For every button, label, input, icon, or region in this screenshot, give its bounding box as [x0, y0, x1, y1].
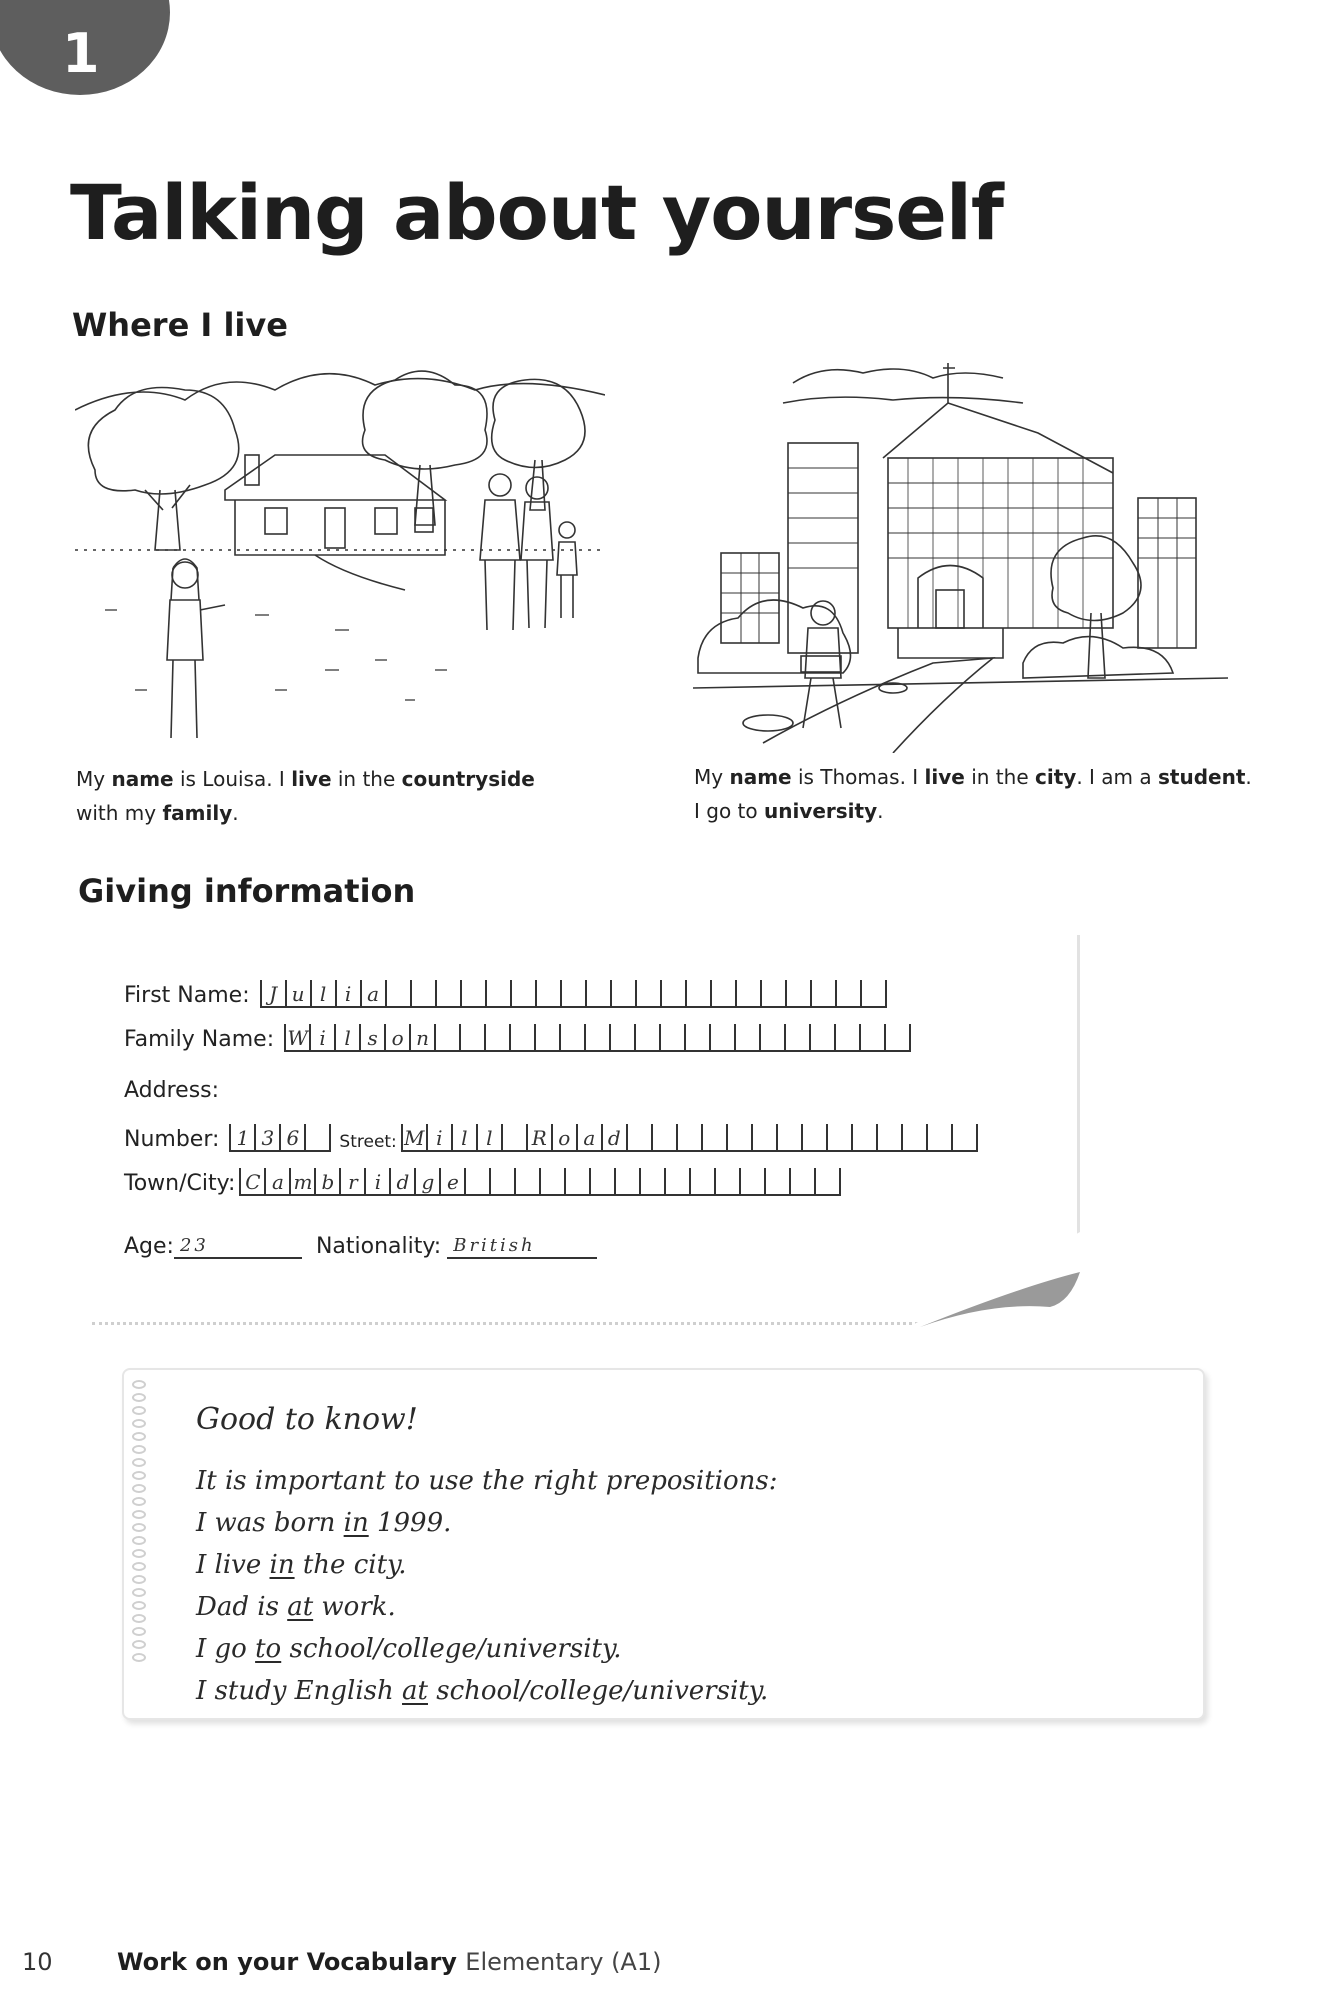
caption-text: in the	[964, 765, 1035, 789]
handwritten-char: o	[558, 1126, 571, 1150]
handwritten-char: g	[421, 1170, 435, 1194]
note-text: the city.	[294, 1550, 407, 1580]
spiral-ring-icon	[132, 1406, 146, 1415]
handwritten-char: i	[319, 1026, 326, 1050]
spiral-ring-icon	[132, 1653, 146, 1662]
char-box[interactable]	[836, 1024, 861, 1052]
char-box[interactable]	[878, 1124, 903, 1152]
spiral-ring-icon	[132, 1562, 146, 1571]
book-title-line	[117, 1948, 661, 1976]
countryside-illustration	[75, 360, 605, 755]
handwritten-char: 6	[286, 1126, 300, 1150]
char-box[interactable]	[562, 980, 587, 1008]
char-box[interactable]	[231, 1124, 256, 1152]
handwritten-char: R	[531, 1126, 547, 1150]
char-box[interactable]	[703, 1124, 728, 1152]
char-box[interactable]	[537, 980, 562, 1008]
char-box[interactable]	[411, 1024, 436, 1052]
handwritten-char: W	[287, 1026, 308, 1050]
char-box[interactable]	[862, 980, 887, 1008]
handwritten-char: u	[291, 982, 305, 1006]
handwritten-char: o	[391, 1026, 404, 1050]
page-curl-icon	[900, 1232, 1080, 1332]
char-box[interactable]	[512, 980, 537, 1008]
street-label: Street:	[339, 1132, 397, 1152]
preposition: in	[269, 1550, 295, 1580]
char-box[interactable]	[728, 1124, 753, 1152]
char-box[interactable]	[691, 1168, 716, 1196]
university-building-icon	[883, 363, 1113, 658]
char-box[interactable]	[712, 980, 737, 1008]
age-label: Age:	[124, 1234, 174, 1259]
note-text: Dad is	[196, 1592, 288, 1622]
preposition: at	[287, 1592, 314, 1622]
family-figures	[480, 474, 577, 630]
char-box[interactable]	[466, 1168, 491, 1196]
char-box[interactable]	[928, 1124, 953, 1152]
page-footer	[22, 1948, 662, 1976]
caption-keyword: live	[291, 767, 332, 791]
char-box[interactable]	[886, 1024, 911, 1052]
char-box[interactable]	[491, 1168, 516, 1196]
char-box[interactable]	[903, 1124, 928, 1152]
char-box[interactable]	[536, 1024, 561, 1052]
note-line-4	[196, 1634, 621, 1664]
family-name-row	[124, 1024, 911, 1052]
caption-text: in the	[331, 767, 402, 791]
spiral-ring-icon	[132, 1614, 146, 1623]
handwritten-char: C	[245, 1170, 261, 1194]
char-box[interactable]	[511, 1024, 536, 1052]
char-box[interactable]	[766, 1168, 791, 1196]
caption-text: . I am a	[1076, 765, 1158, 789]
caption-keyword: live	[924, 765, 965, 789]
char-box[interactable]	[953, 1124, 978, 1152]
handwritten-char: a	[367, 982, 380, 1006]
char-box[interactable]	[786, 1024, 811, 1052]
char-box[interactable]	[636, 1024, 661, 1052]
char-box[interactable]	[603, 1124, 628, 1152]
caption-keyword: university	[763, 799, 878, 823]
char-box[interactable]	[436, 1024, 461, 1052]
spiral-ring-icon	[132, 1536, 146, 1545]
caption-louisa-line1	[76, 762, 535, 796]
char-box[interactable]	[312, 980, 337, 1008]
char-box[interactable]	[591, 1168, 616, 1196]
char-box[interactable]	[616, 1168, 641, 1196]
char-box[interactable]	[662, 980, 687, 1008]
preposition: to	[255, 1634, 282, 1664]
char-box[interactable]	[803, 1124, 828, 1152]
char-box[interactable]	[306, 1124, 331, 1152]
note-line-3	[196, 1592, 396, 1622]
char-box[interactable]	[286, 1024, 311, 1052]
town-boxes[interactable]	[239, 1168, 841, 1196]
handwritten-char: b	[321, 1170, 335, 1194]
char-box[interactable]	[412, 980, 437, 1008]
thomas-figure	[801, 601, 841, 728]
char-box[interactable]	[528, 1124, 553, 1152]
spiral-ring-icon	[132, 1380, 146, 1389]
char-box[interactable]	[861, 1024, 886, 1052]
char-box[interactable]	[316, 1168, 341, 1196]
char-box[interactable]	[687, 980, 712, 1008]
char-box[interactable]	[241, 1168, 266, 1196]
char-box[interactable]	[761, 1024, 786, 1052]
note-text: school/college/university.	[281, 1634, 622, 1664]
handwritten-char: a	[271, 1170, 284, 1194]
nationality-label: Nationality:	[315, 1234, 442, 1259]
char-box[interactable]	[403, 1124, 428, 1152]
char-box[interactable]	[311, 1024, 336, 1052]
family-name-boxes[interactable]	[284, 1024, 911, 1052]
caption-text: My	[694, 765, 730, 789]
char-box[interactable]	[661, 1024, 686, 1052]
note-line-5	[196, 1676, 768, 1706]
section-heading-giving-information: Giving information	[78, 872, 416, 910]
char-box[interactable]	[686, 1024, 711, 1052]
caption-text: I go to	[694, 799, 764, 823]
char-box[interactable]	[791, 1168, 816, 1196]
house-icon	[225, 455, 445, 555]
char-box[interactable]	[461, 1024, 486, 1052]
spiral-ring-icon	[132, 1549, 146, 1558]
caption-text: My	[76, 767, 112, 791]
char-box[interactable]	[486, 1024, 511, 1052]
handwritten-char: 3	[261, 1126, 275, 1150]
handwritten-char: l	[461, 1126, 468, 1150]
char-box[interactable]	[741, 1168, 766, 1196]
spiral-ring-icon	[132, 1510, 146, 1519]
number-boxes[interactable]	[229, 1124, 331, 1152]
char-box[interactable]	[678, 1124, 703, 1152]
char-box[interactable]	[637, 980, 662, 1008]
preposition: at	[402, 1676, 428, 1706]
char-box[interactable]	[853, 1124, 878, 1152]
char-box[interactable]	[266, 1168, 291, 1196]
char-box[interactable]	[503, 1124, 528, 1152]
spiral-ring-icon	[132, 1458, 146, 1467]
char-box[interactable]	[262, 980, 287, 1008]
char-box[interactable]	[391, 1168, 416, 1196]
handwritten-char: m	[293, 1170, 313, 1194]
handwritten-char: l	[319, 982, 327, 1006]
street-boxes[interactable]	[401, 1124, 978, 1152]
char-box[interactable]	[337, 980, 362, 1008]
caption-keyword: student	[1158, 765, 1246, 789]
tree-icon	[363, 371, 586, 525]
section-heading-where-i-live: Where I live	[72, 306, 288, 344]
first-name-row	[124, 980, 887, 1008]
char-box[interactable]	[612, 980, 637, 1008]
char-box[interactable]	[578, 1124, 603, 1152]
spiral-ring-icon	[132, 1523, 146, 1532]
char-box[interactable]	[341, 1168, 366, 1196]
char-box[interactable]	[336, 1024, 361, 1052]
spiral-ring-icon	[132, 1484, 146, 1493]
tree-icon	[88, 388, 238, 551]
note-line-1	[196, 1508, 451, 1538]
char-box[interactable]	[828, 1124, 853, 1152]
char-box[interactable]	[753, 1124, 778, 1152]
note-text: I live	[196, 1550, 270, 1580]
handwritten-char: i	[436, 1126, 443, 1150]
char-box[interactable]	[737, 980, 762, 1008]
char-box[interactable]	[778, 1124, 803, 1152]
char-box[interactable]	[653, 1124, 678, 1152]
unit-number: 1	[62, 22, 100, 85]
caption-text: with my	[76, 801, 163, 825]
char-box[interactable]	[541, 1168, 566, 1196]
note-text: I go	[196, 1634, 256, 1664]
char-box[interactable]	[762, 980, 787, 1008]
char-box[interactable]	[386, 1024, 411, 1052]
caption-thomas-line1	[694, 760, 1252, 794]
first-name-boxes[interactable]	[260, 980, 887, 1008]
page-number: 10	[22, 1948, 53, 1976]
handwritten-char: d	[607, 1126, 621, 1150]
handwritten-char: i	[374, 1170, 382, 1194]
family-name-label: Family Name:	[124, 1027, 275, 1052]
note-text: work.	[313, 1592, 396, 1622]
good-to-know-note	[122, 1368, 1205, 1720]
caption-keyword: family	[162, 801, 233, 825]
spiral-ring-icon	[132, 1640, 146, 1649]
handwritten-char: a	[583, 1126, 596, 1150]
char-box[interactable]	[566, 1168, 591, 1196]
nationality-field[interactable]: British	[447, 1235, 597, 1259]
caption-text: .	[877, 799, 884, 823]
char-box[interactable]	[281, 1124, 306, 1152]
char-box[interactable]	[487, 980, 512, 1008]
age-nationality-row	[124, 1234, 597, 1259]
caption-text: .	[1245, 765, 1252, 789]
char-box[interactable]	[837, 980, 862, 1008]
spiral-ring-icon	[132, 1432, 146, 1441]
book-level: Elementary (A1)	[465, 1948, 662, 1976]
char-box[interactable]	[641, 1168, 666, 1196]
char-box[interactable]	[291, 1168, 316, 1196]
char-box[interactable]	[736, 1024, 761, 1052]
char-box[interactable]	[437, 980, 462, 1008]
age-field[interactable]: 23	[174, 1235, 302, 1259]
char-box[interactable]	[441, 1168, 466, 1196]
spiral-ring-icon	[132, 1575, 146, 1584]
spiral-ring-icon	[132, 1588, 146, 1597]
address-row	[124, 1078, 219, 1103]
caption-keyword: countryside	[401, 767, 535, 791]
char-box[interactable]	[816, 1168, 841, 1196]
handwritten-char: n	[416, 1026, 430, 1050]
number-label: Number:	[124, 1127, 220, 1152]
handwritten-char: l	[486, 1126, 493, 1150]
spiral-ring-icon	[132, 1445, 146, 1454]
spiral-ring-icon	[132, 1471, 146, 1480]
char-box[interactable]	[453, 1124, 478, 1152]
note-text: 1999.	[368, 1508, 452, 1538]
town-label: Town/City:	[124, 1171, 236, 1196]
handwritten-char: i	[344, 982, 352, 1006]
char-box[interactable]	[362, 980, 387, 1008]
handwritten-char: 1	[236, 1126, 250, 1150]
note-intro: It is important to use the right prepositions:	[196, 1466, 778, 1496]
handwritten-char: e	[447, 1170, 459, 1194]
char-box[interactable]	[666, 1168, 691, 1196]
caption-text: .	[232, 801, 239, 825]
handwritten-char: s	[367, 1026, 378, 1050]
number-street-row	[124, 1124, 978, 1152]
char-box[interactable]	[586, 1024, 611, 1052]
note-text: I study English	[196, 1676, 403, 1706]
book-title: Work on your Vocabulary	[117, 1948, 457, 1976]
spiral-ring-icon	[132, 1497, 146, 1506]
first-name-label: First Name:	[124, 983, 250, 1008]
char-box[interactable]	[462, 980, 487, 1008]
handwritten-char: r	[348, 1170, 358, 1194]
char-box[interactable]	[516, 1168, 541, 1196]
caption-thomas	[694, 760, 1252, 828]
char-box[interactable]	[787, 980, 812, 1008]
char-box[interactable]	[811, 1024, 836, 1052]
note-text: school/college/university.	[427, 1676, 769, 1706]
caption-text: is Thomas. I	[791, 765, 925, 789]
caption-louisa	[76, 762, 535, 830]
louisa-figure	[167, 559, 225, 738]
note-line-2	[196, 1550, 407, 1580]
caption-keyword: city	[1035, 765, 1077, 789]
char-box[interactable]	[611, 1024, 636, 1052]
handwritten-char: d	[396, 1170, 410, 1194]
char-box[interactable]	[716, 1168, 741, 1196]
caption-keyword: name	[729, 765, 792, 789]
caption-louisa-line2	[76, 796, 535, 830]
char-box[interactable]	[628, 1124, 653, 1152]
char-box[interactable]	[287, 980, 312, 1008]
city-illustration	[693, 358, 1228, 753]
handwritten-char: J	[269, 982, 278, 1006]
notebook-spiral	[132, 1380, 146, 1662]
preposition: in	[343, 1508, 369, 1538]
address-label: Address:	[124, 1078, 220, 1103]
char-box[interactable]	[553, 1124, 578, 1152]
char-box[interactable]	[587, 980, 612, 1008]
note-text: I was born	[196, 1508, 344, 1538]
handwritten-char: M	[404, 1126, 425, 1150]
caption-thomas-line2	[694, 794, 1252, 828]
char-box[interactable]	[256, 1124, 281, 1152]
char-box[interactable]	[478, 1124, 503, 1152]
char-box[interactable]	[711, 1024, 736, 1052]
spiral-ring-icon	[132, 1419, 146, 1428]
caption-text: is Louisa. I	[173, 767, 292, 791]
caption-keyword: name	[111, 767, 174, 791]
char-box[interactable]	[416, 1168, 441, 1196]
char-box[interactable]	[387, 980, 412, 1008]
char-box[interactable]	[361, 1024, 386, 1052]
char-box[interactable]	[812, 980, 837, 1008]
spiral-ring-icon	[132, 1601, 146, 1610]
spiral-ring-icon	[132, 1393, 146, 1402]
page-title: Talking about yourself	[70, 168, 1003, 257]
town-row	[124, 1168, 841, 1196]
handwritten-char: l	[344, 1026, 351, 1050]
char-box[interactable]	[366, 1168, 391, 1196]
char-box[interactable]	[428, 1124, 453, 1152]
spiral-ring-icon	[132, 1627, 146, 1636]
char-box[interactable]	[561, 1024, 586, 1052]
note-title: Good to know!	[196, 1402, 418, 1437]
